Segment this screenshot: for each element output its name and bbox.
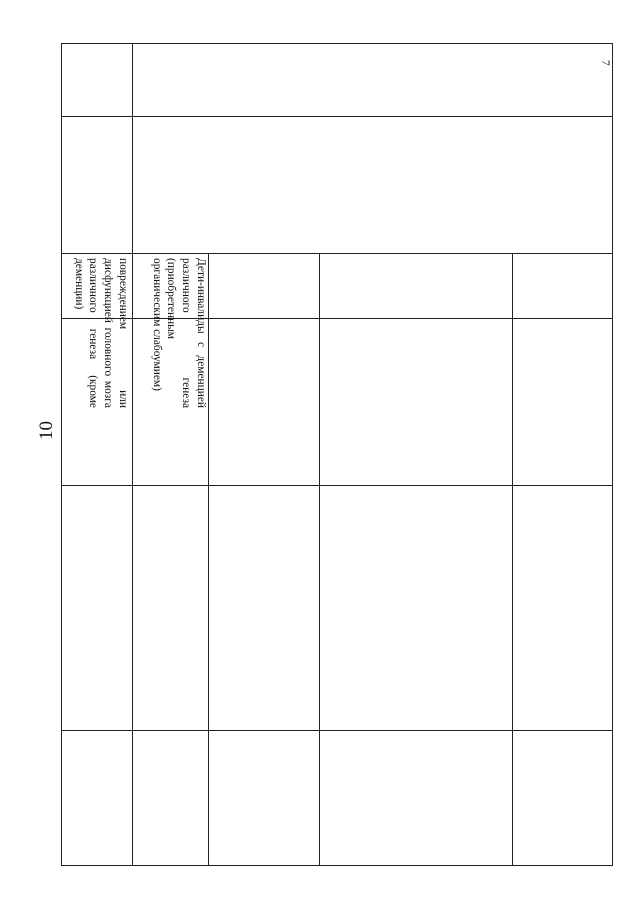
page-number: 10 (36, 421, 57, 440)
group-number: 7 (599, 60, 611, 66)
category-text: Дети-инвалиды с деменцией различного генеза (приобретенным органическим слабоумием) (150, 258, 207, 408)
category-text: повреждением или дисфункцией головного мозга различного генеза (кроме деменции) (72, 258, 129, 408)
